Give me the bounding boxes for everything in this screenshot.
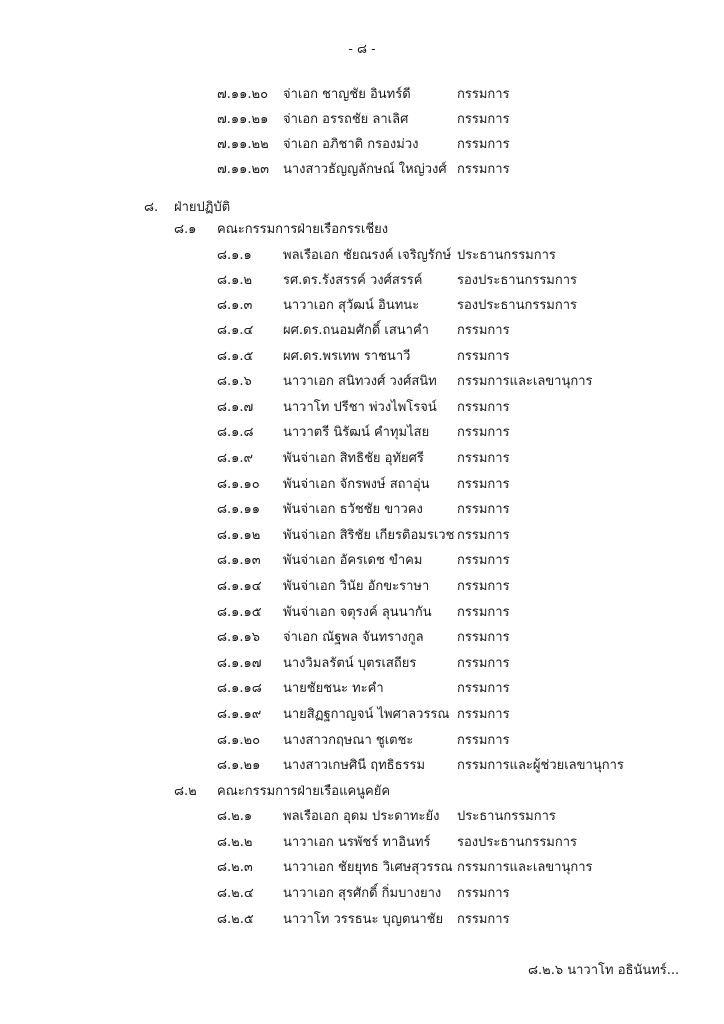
member-row bbox=[0, 832, 724, 854]
member-role: รองประธานกรรมการ bbox=[457, 273, 578, 288]
item-number: ๗.๑๑.๒๓ bbox=[217, 162, 269, 177]
member-name: นาวาเอก สนิทวงศ์ วงศ์สนิท bbox=[283, 374, 437, 389]
member-row bbox=[0, 857, 724, 879]
member-role: รองประธานกรรมการ bbox=[457, 298, 578, 313]
member-row bbox=[0, 755, 724, 777]
item-number: ๘.๒.๑ bbox=[217, 809, 253, 824]
item-number: ๘.๑.๒๐ bbox=[217, 733, 261, 748]
item-number: ๘.๑.๑๘ bbox=[217, 681, 262, 696]
member-row bbox=[0, 550, 724, 572]
member-row bbox=[0, 653, 724, 675]
member-name: นาวาเอก สุวัฒน์ อินทนะ bbox=[283, 298, 420, 313]
member-name: พลเรือเอก ชัยณรงค์ เจริญรักษ์ bbox=[283, 248, 452, 263]
member-name: นาวาเอก ชัยยุทธ วิเศษสุวรรณ bbox=[283, 860, 453, 875]
member-role: กรรมการและเลขานุการ bbox=[457, 374, 593, 389]
member-row bbox=[0, 346, 724, 368]
item-number: ๘.๑.๒๑ bbox=[217, 758, 261, 773]
member-role: กรรมการ bbox=[457, 605, 510, 620]
item-number: ๘.๑.๑๙ bbox=[217, 707, 262, 722]
section-heading bbox=[0, 197, 724, 219]
member-name: รศ.ดร.รังสรรค์ วงศ์สรรค์ bbox=[283, 273, 423, 288]
member-role: กรรมการ bbox=[457, 400, 510, 415]
item-number: ๗.๑๑.๒๐ bbox=[217, 87, 269, 102]
item-number: ๘.๑.๗ bbox=[217, 400, 254, 415]
member-row bbox=[0, 295, 724, 317]
member-role: กรรมการ bbox=[457, 349, 510, 364]
member-row bbox=[0, 602, 724, 624]
item-number: ๘.๑.๑๑ bbox=[217, 502, 261, 517]
member-role: กรรมการ bbox=[457, 87, 510, 102]
member-name: นางวิมลรัตน์ บุตรเสถียร bbox=[283, 656, 417, 671]
item-number: ๘.๑.๓ bbox=[217, 298, 253, 313]
subsection-heading bbox=[0, 781, 724, 803]
member-row bbox=[0, 576, 724, 598]
member-role: กรรมการ bbox=[457, 707, 510, 722]
page-number: - ๘ - bbox=[348, 42, 376, 57]
item-number: ๘.๑.๑ bbox=[217, 248, 252, 263]
item-number: ๘.๒.๔ bbox=[217, 886, 254, 901]
member-name: พันจ่าเอก สิทธิชัย อุทัยศรี bbox=[283, 451, 424, 466]
member-row bbox=[0, 806, 724, 828]
member-name: พันจ่าเอก ธวัชชัย ขาวคง bbox=[283, 502, 423, 517]
member-name: พันจ่าเอก วินัย อักขะราษา bbox=[283, 579, 430, 594]
member-role: กรรมการ bbox=[457, 553, 510, 568]
member-row bbox=[0, 84, 724, 106]
member-role: กรรมการ bbox=[457, 656, 510, 671]
member-row bbox=[0, 448, 724, 470]
member-role: กรรมการ bbox=[457, 112, 510, 127]
item-number: ๘.๒.๒ bbox=[217, 835, 253, 850]
item-number: ๘.๒ bbox=[174, 784, 197, 799]
member-name: นางสาวกฤษณา ชูเตชะ bbox=[283, 733, 414, 748]
member-name: นางสาวธัญญลักษณ์ ใหญ่วงศ์ bbox=[283, 162, 447, 177]
member-name: พันจ่าเอก จตุรงค์ ลุนนากัน bbox=[283, 605, 432, 620]
item-number: ๘. bbox=[144, 200, 159, 215]
member-name: นาวาตรี นิรัฒน์ คำทุมไสย bbox=[283, 425, 430, 440]
member-name: พันจ่าเอก อัครเดช ขำคม bbox=[283, 553, 423, 568]
item-number: ๘.๑.๔ bbox=[217, 323, 254, 338]
member-role: กรรมการ bbox=[457, 425, 510, 440]
member-name: นาวาเอก นรพัชร์ ทาอินทร์ bbox=[283, 835, 431, 850]
member-row bbox=[0, 245, 724, 267]
member-name: ผศ.ดร.ถนอมศักดิ์ เสนาคำ bbox=[283, 323, 429, 338]
member-row bbox=[0, 678, 724, 700]
item-number: ๗.๑๑.๒๒ bbox=[217, 137, 269, 152]
member-role: กรรมการและผู้ช่วยเลขานุการ bbox=[457, 758, 624, 773]
item-number: ๘.๑.๑๗ bbox=[217, 656, 262, 671]
member-name: ผศ.ดร.พรเทพ ราชนาวี bbox=[283, 349, 411, 364]
item-number: ๘.๑.๒ bbox=[217, 273, 253, 288]
member-role: กรรมการ bbox=[457, 137, 510, 152]
member-row bbox=[0, 422, 724, 444]
member-name: นาวาโท ปรีชา พ่วงไพโรจน์ bbox=[283, 400, 437, 415]
member-name: นายชัยชนะ ทะคำ bbox=[283, 681, 384, 696]
member-role: กรรมการ bbox=[457, 162, 510, 177]
member-name: จ่าเอก ณัฐพล จันทรางกูล bbox=[283, 630, 424, 645]
member-row bbox=[0, 883, 724, 905]
section-title: คณะกรรมการฝ่ายเรือแคนูคยัค bbox=[217, 784, 391, 799]
member-row bbox=[0, 159, 724, 181]
member-row bbox=[0, 730, 724, 752]
member-role: กรรมการและเลขานุการ bbox=[457, 860, 593, 875]
item-number: ๗.๑๑.๒๑ bbox=[217, 112, 269, 127]
member-role: กรรมการ bbox=[457, 579, 510, 594]
member-role: กรรมการ bbox=[457, 323, 510, 338]
member-name: พลเรือเอก อุดม ประดาทะยัง bbox=[283, 809, 440, 824]
member-row bbox=[0, 134, 724, 156]
member-role: กรรมการ bbox=[457, 912, 510, 927]
item-number: ๘.๑.๕ bbox=[217, 349, 254, 364]
item-number: ๘.๑ bbox=[174, 222, 197, 237]
continuation-footer: ๘.๒.๖ นาวาโท อธินันทร์... bbox=[528, 963, 680, 978]
member-row bbox=[0, 704, 724, 726]
member-row bbox=[0, 270, 724, 292]
item-number: ๘.๑.๑๓ bbox=[217, 553, 261, 568]
item-number: ๘.๒.๓ bbox=[217, 860, 253, 875]
item-number: ๘.๒.๕ bbox=[217, 912, 254, 927]
item-number: ๘.๑.๙ bbox=[217, 451, 254, 466]
member-row bbox=[0, 909, 724, 931]
member-name: นาวาโท วรรธนะ บุญตนาชัย bbox=[283, 912, 444, 927]
item-number: ๘.๑.๖ bbox=[217, 374, 252, 389]
item-number: ๘.๑.๘ bbox=[217, 425, 254, 440]
member-row bbox=[0, 371, 724, 393]
member-role: กรรมการ bbox=[457, 477, 510, 492]
item-number: ๘.๑.๑๔ bbox=[217, 579, 262, 594]
member-name: จ่าเอก อภิชาติ กรองม่วง bbox=[283, 137, 419, 152]
member-name: นายสิฏฐกาญจน์ ไพศาลวรรณ bbox=[283, 707, 450, 722]
member-role: กรรมการ bbox=[457, 681, 510, 696]
member-row bbox=[0, 474, 724, 496]
member-role: กรรมการ bbox=[457, 630, 510, 645]
member-row bbox=[0, 627, 724, 649]
member-role: กรรมการ bbox=[457, 733, 510, 748]
section-title: ฝ่ายปฏิบัติ bbox=[174, 200, 231, 215]
member-row bbox=[0, 499, 724, 521]
member-role: กรรมการ bbox=[457, 528, 510, 543]
item-number: ๘.๑.๑๖ bbox=[217, 630, 261, 645]
member-row bbox=[0, 525, 724, 547]
item-number: ๘.๑.๑๕ bbox=[217, 605, 262, 620]
member-name: จ่าเอก อรรถชัย ลาเลิศ bbox=[283, 112, 409, 127]
section-title: คณะกรรมการฝ่ายเรือกรรเชียง bbox=[217, 222, 389, 237]
member-row bbox=[0, 397, 724, 419]
member-row bbox=[0, 320, 724, 342]
member-role: ประธานกรรมการ bbox=[457, 248, 556, 263]
member-role: กรรมการ bbox=[457, 886, 510, 901]
member-row bbox=[0, 109, 724, 131]
item-number: ๘.๑.๑๐ bbox=[217, 477, 260, 492]
member-name: พันจ่าเอก สิริชัย เกียรติอมรเวช bbox=[283, 528, 455, 543]
member-name: พันจ่าเอก จักรพงษ์ สถาอุ่น bbox=[283, 477, 430, 492]
member-role: กรรมการ bbox=[457, 451, 510, 466]
member-role: ประธานกรรมการ bbox=[457, 809, 556, 824]
member-name: จ่าเอก ชาญชัย อินทร์ดี bbox=[283, 87, 411, 102]
item-number: ๘.๑.๑๒ bbox=[217, 528, 261, 543]
member-role: กรรมการ bbox=[457, 502, 510, 517]
subsection-heading bbox=[0, 219, 724, 241]
member-role: รองประธานกรรมการ bbox=[457, 835, 578, 850]
member-name: นางสาวเกษศินี ฤทธิธรรม bbox=[283, 758, 426, 773]
member-name: นาวาเอก สุรศักดิ์ กิ่มบางยาง bbox=[283, 886, 442, 901]
